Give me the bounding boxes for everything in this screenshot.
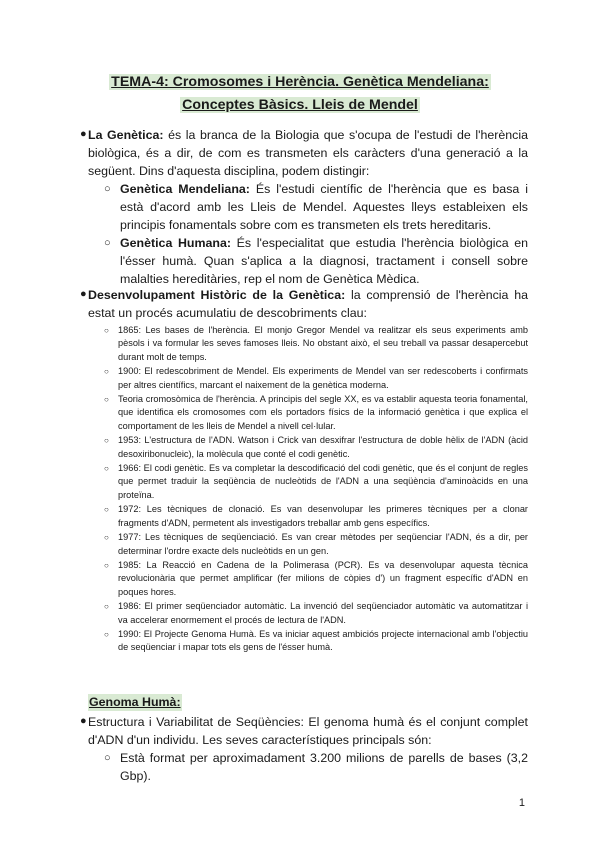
bullet-icon: ● (80, 128, 87, 140)
section-historic (80, 286, 528, 656)
list-item: ○ 1966: El codi genètic. Es va completar la descodificació del codi genètic, que és el conjunt de regles que permet traduir la seqüència de nucleòtids de l'ADN a una seqüència d'aminoàcids en una proteïna. (104, 463, 528, 500)
historic-term: Desenvolupament Històric de la Genètica: (88, 288, 346, 302)
list-item: ○ Teoria cromosòmica de l'herència. A principis del segle XX, es va establir aquesta teoria fonamental, que identifica els cromosomes com els portadors físics de la informació genètica i que explica el comportament de les lleis de Mendel a nivell cel·lular. (104, 394, 528, 431)
list-item: ○ Està format per aproximadament 3.200 milions de parells de bases (3,2 Gbp). (104, 751, 528, 783)
circle-bullet-icon: ○ (104, 533, 109, 543)
circle-bullet-icon: ○ (104, 183, 111, 195)
circle-bullet-icon: ○ (104, 505, 109, 515)
list-item: ○ Genètica Mendeliana: És l'estudi científic de l'herència que es basa i està d'acord amb les Lleis de Mendel. Aquestes lleys estableixen els principis fonamentals sobre com es transmeten els trets hereditaris. (104, 182, 528, 232)
title-line-1: TEMA-4: Cromosomes i Herència. Genètica Mendeliana: (111, 74, 489, 90)
list-item: ○ Genètica Humana: És l'especialitat que estudia l'herència biològica en l'ésser humà. Quan s'aplica a la diagnosi, tractament i consell sobre malalties hereditàries, rep el nom de Genètica Mèdica. (104, 236, 529, 286)
genetica-term: La Genètica: (88, 128, 164, 142)
genoma-text: Estructura i Variabilitat de Seqüències: El genoma humà és el conjunt complet d'ADN d'un individu. Les seves característiques principals són: (88, 715, 528, 747)
list-item: ○ 1986: El primer seqüenciador automàtic. La invenció del seqüenciador automàtic va automatitzar i va accelerar enormement el procés de lectura de l'ADN. (104, 601, 528, 625)
circle-bullet-icon: ○ (104, 436, 109, 446)
page-title (0, 71, 600, 117)
circle-bullet-icon: ○ (104, 560, 109, 570)
genetica-text: és la branca de la Biologia que s'ocupa de l'estudi de l'herència biològica, és a dir, de com es transmeten els caràcters d'una generació a la següent. Dins d'aquesta disciplina, podem distingir: (88, 128, 528, 178)
circle-bullet-icon: ○ (104, 602, 109, 612)
circle-bullet-icon: ○ (104, 752, 111, 764)
circle-bullet-icon: ○ (104, 237, 111, 249)
list-item: ○ 1865: Les bases de l'herència. El monjo Gregor Mendel va realitzar els seus experiments amb pèsols i va formular les seves famoses lleis. No obstant això, el seu treball va passar desapercebut durant molt de temps. (104, 325, 528, 362)
bullet-icon: ● (80, 715, 87, 727)
circle-bullet-icon: ○ (104, 367, 109, 377)
list-item: ○ 1985: La Reacció en Cadena de la Polimerasa (PCR). Es va desenvolupar aquesta tècnica revolucionària que permet amplificar (fer milions de còpies d') un fragment específic d'ADN en poques hores. (104, 559, 528, 597)
circle-bullet-icon: ○ (104, 629, 109, 639)
circle-bullet-icon: ○ (104, 464, 109, 474)
list-item: ○ 1972: Les tècniques de clonació. Es van desenvolupar les primeres tècniques per a clonar fragments d'ADN, permetent als investigadors treballar amb gens específics. (104, 504, 528, 528)
page-number: 1 (518, 797, 525, 809)
section-genetica (80, 126, 529, 288)
historic-text: la comprensió de l'herència ha estat un procés acumulatiu de descobriments clau: (88, 288, 528, 320)
title-line-2: Conceptes Bàsics. Lleis de Mendel (182, 97, 418, 113)
list-item: ○ 1900: El redescobriment de Mendel. Els experiments de Mendel van ser redescoberts i confirmats per altres científics, marcant el naixement de la genètica moderna. (104, 366, 528, 390)
circle-bullet-icon: ○ (104, 326, 109, 335)
list-item: ○ 1990: El Projecte Genoma Humà. Es va iniciar aquest ambiciós projecte internacional amb l'objectiu de seqüenciar i mapar tots els gens de l'ésser humà. (104, 628, 528, 653)
genoma-heading: Genoma Humà: (89, 695, 181, 709)
bullet-icon: ● (80, 288, 87, 300)
section-genoma (80, 713, 528, 785)
list-item: ○ 1977: Les tècniques de seqüenciació. Es van crear mètodes per seqüenciar l'ADN, és a dir, per determinar l'ordre exacte dels nucleòtids en un gen. (104, 532, 528, 556)
circle-bullet-icon: ○ (104, 395, 109, 405)
list-item: ○ 1953: L'estructura de l'ADN. Watson i Crick van desxifrar l'estructura de doble hèlix de l'ADN (àcid desoxiribonucleic), la molècula que conté el codi genètic. (104, 435, 528, 459)
